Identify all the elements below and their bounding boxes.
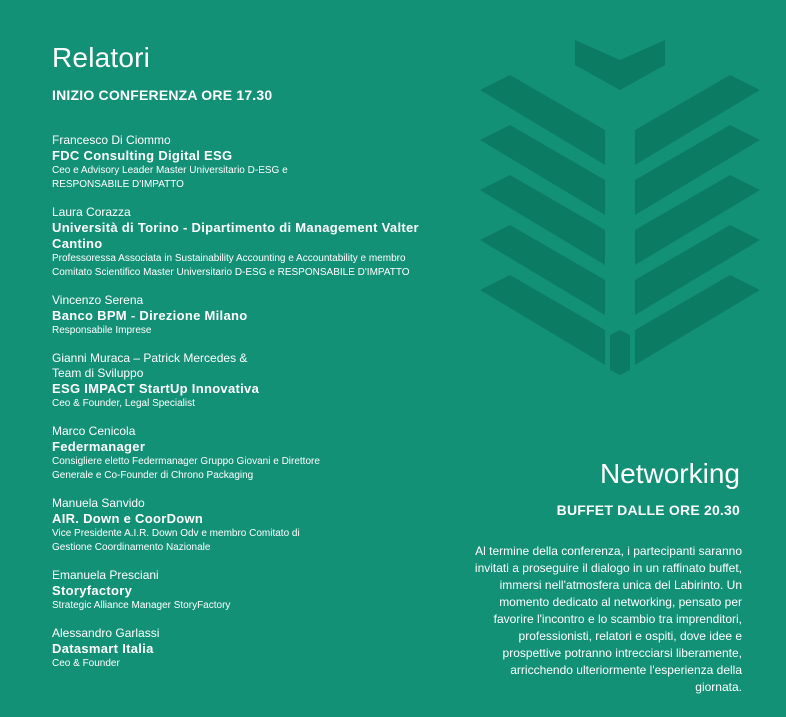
- speaker-name: Marco Cenicola: [52, 424, 136, 438]
- speaker-item: [52, 351, 472, 411]
- speaker-name: Alessandro Garlassi: [52, 626, 160, 640]
- speaker-item: [52, 205, 472, 280]
- labyrinth-chevron-logo-icon: [470, 30, 770, 375]
- speaker-name: Emanuela Presciani: [52, 568, 159, 582]
- speaker-item: [52, 568, 472, 613]
- speaker-organization: Banco BPM - Direzione Milano: [52, 308, 248, 323]
- speaker-name: Manuela Sanvido: [52, 496, 145, 510]
- speaker-role: Responsabile Imprese: [52, 325, 152, 336]
- speaker-organization: Università di Torino - Dipartimento di Management Valter Cantino: [52, 220, 419, 251]
- networking-section-title: Networking: [599, 458, 740, 489]
- speaker-name: Laura Corazza: [52, 205, 131, 219]
- speakers-list: [52, 133, 472, 684]
- networking-description: Al termine della conferenza, i partecipanti saranno invitati a proseguire il dialogo in un raffinato buffet, immersi nell'atmosfera unica del Labirinto. Un momento dedicato al networking, pensato per favorire l'incontro e lo scambio tra imprenditori, professionisti, relatori e ospiti, dove idee e prospettive potranno intrecciarsi liberamente, arricchendo ulteriormente l'esperienza della giornata.: [474, 544, 742, 694]
- speaker-organization: ESG IMPACT StartUp Innovativa: [52, 381, 260, 396]
- speaker-item: [52, 424, 472, 483]
- speaker-item: [52, 496, 472, 555]
- speaker-item: [52, 133, 472, 192]
- speaker-item: [52, 626, 472, 671]
- speaker-role: Vice Presidente A.I.R. Down Odv e membro Comitato di: [52, 528, 300, 539]
- speaker-role: Ceo & Founder, Legal Specialist: [52, 398, 195, 409]
- speaker-name: Vincenzo Serena: [52, 293, 144, 307]
- speaker-organization: Storyfactory: [52, 583, 133, 598]
- speaker-role: RESPONSABILE D'IMPATTO: [52, 179, 184, 190]
- conference-start-time: INIZIO CONFERENZA ORE 17.30: [52, 87, 273, 103]
- speaker-name: Francesco Di Ciommo: [52, 133, 171, 147]
- speaker-role: Ceo e Advisory Leader Master Universitario D-ESG e: [52, 165, 288, 176]
- speaker-organization: FDC Consulting Digital ESG: [52, 148, 233, 163]
- speaker-role: Ceo & Founder: [52, 658, 120, 669]
- speaker-role: Strategic Alliance Manager StoryFactory: [52, 600, 231, 611]
- speaker-role: Generale e Co-Founder di Chrono Packaging: [52, 470, 254, 481]
- buffet-time: BUFFET DALLE ORE 20.30: [556, 502, 740, 518]
- speaker-role: Gestione Coordinamento Nazionale: [52, 542, 211, 553]
- speaker-role: Comitato Scientifico Master Universitario D-ESG e RESPONSABILE D'IMPATTO: [52, 267, 410, 278]
- speaker-name: Gianni Muraca – Patrick Mercedes & Team di Sviluppo: [52, 351, 248, 380]
- speaker-organization: Federmanager: [52, 439, 146, 454]
- speaker-organization: Datasmart Italia: [52, 641, 154, 656]
- speaker-item: [52, 293, 472, 338]
- speaker-organization: AIR. Down e CoorDown: [52, 511, 204, 526]
- speakers-section-title: Relatori: [52, 42, 151, 73]
- speaker-role: Consigliere eletto Federmanager Gruppo Giovani e Direttore: [52, 456, 320, 467]
- speaker-role: Professoressa Associata in Sustainability Accounting e Accountability e membro: [52, 253, 406, 264]
